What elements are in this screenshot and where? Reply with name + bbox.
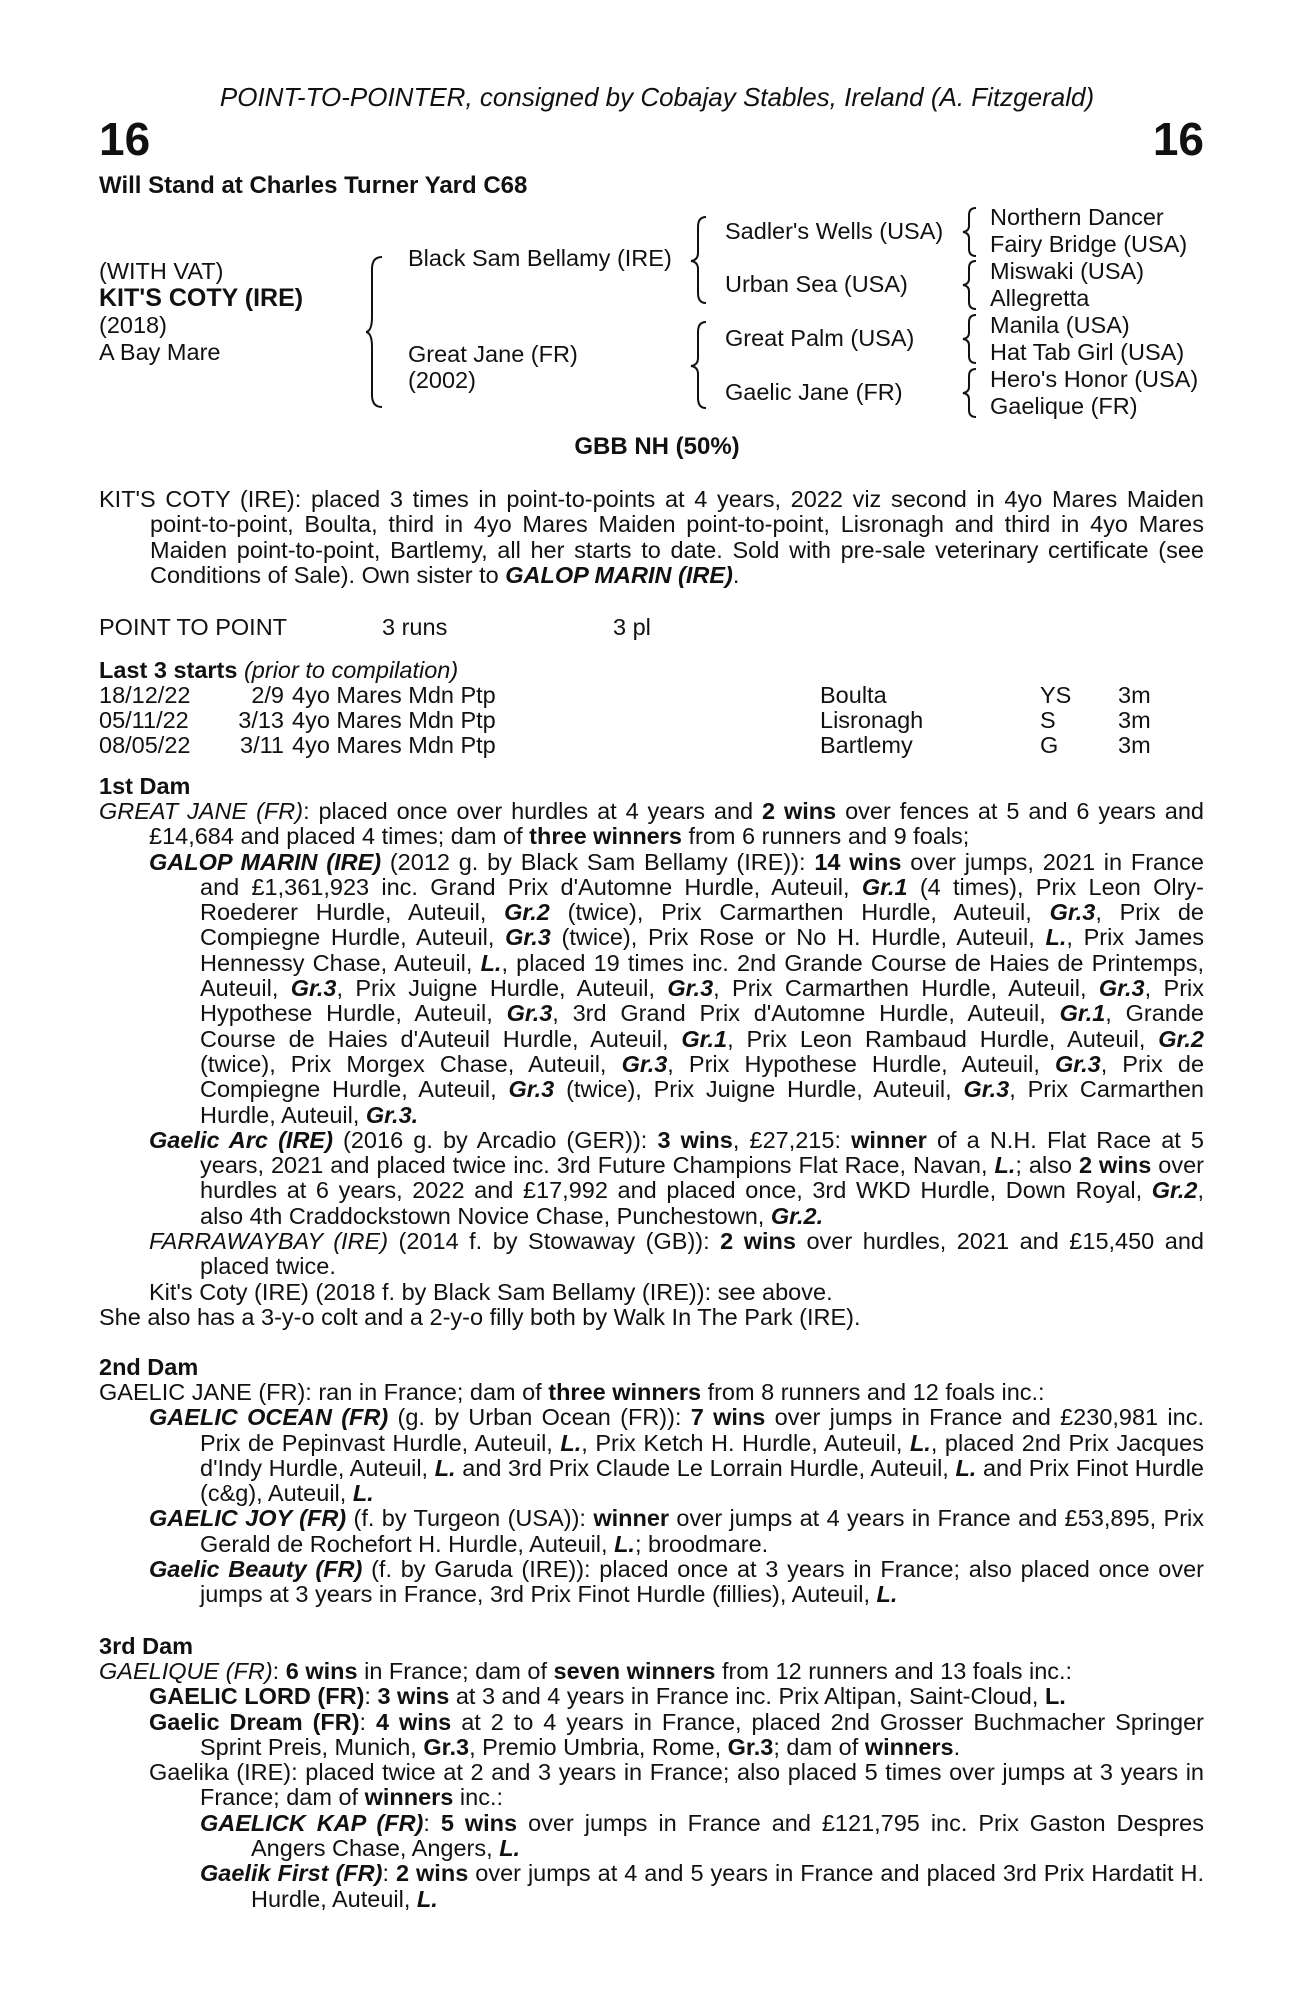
start-race: 4yo Mares Mdn Ptp — [292, 682, 496, 708]
start-date: 08/05/22 — [99, 732, 191, 758]
gaelic-dream-entry: Gaelic Dream (FR): 4 wins at 2 to 4 years in France, placed 2nd Grosser Buchmacher Springer Sprint Preis, Munich, Gr.3, Premio Umbria, Rome, Gr.3; dam of winners. — [149, 1708, 1205, 1760]
sire-sire-dam: Fairy Bridge (USA) — [990, 231, 1188, 257]
brace-sire — [690, 215, 710, 305]
farrawaybay-entry: FARRAWAYBAY (IRE) (2014 f. by Stowaway (GB)): 2 wins over hurdles, 2021 and £15,450 and placed twice. — [149, 1228, 1204, 1280]
first-dam-heading: 1st Dam — [99, 773, 191, 799]
sire-sire-sire: Northern Dancer — [990, 204, 1164, 230]
start-distance: 3m — [1118, 707, 1151, 733]
dam-dam-dam: Gaelique (FR) — [990, 393, 1138, 419]
start-position: 2/9 — [251, 682, 284, 708]
second-dam-section — [99, 1380, 1204, 1608]
start-course: Boulta — [820, 682, 887, 708]
sire-dam-sire: Miswaki (USA) — [990, 258, 1145, 284]
horse-year: (2018) — [99, 312, 167, 338]
record-runs: 3 runs — [382, 614, 448, 640]
dam-year: (2002) — [408, 367, 476, 393]
second-dam-paragraph: GAELIC JANE (FR): ran in France; dam of three winners from 8 runners and 12 foals inc.: — [99, 1379, 1045, 1405]
dam: Great Jane (FR) — [408, 341, 578, 367]
summary-sister: GALOP MARIN (IRE) — [505, 561, 733, 588]
galop-marin-entry: GALOP MARIN (IRE) (2012 g. by Black Sam Bellamy (IRE)): 14 wins over jumps, 2021 in France and £1,361,923 inc. Grand Prix d'Automne Hurdle, Auteuil, Gr.1 (4 times), Prix Leon Olry-Roederer Hurdle, Auteuil, Gr.2 (twice), Prix Carmarthen Hurdle, Auteuil, Gr.3, Prix de Compiegne Hurdle, Auteuil, Gr.3 (twice), Prix Rose or No H. Hurdle, Auteuil, L., Prix James Hennessy Chase, Auteuil, L., placed 19 times inc. 2nd Grande Course de Haies de Printemps, Auteuil, Gr.3, Prix Juigne Hurdle, Auteuil, Gr.3, Prix Carmarthen Hurdle, Auteuil, Gr.3, Prix Hypothese Hurdle, Auteuil, Gr.3, 3rd Grand Prix d'Automne Hurdle, Auteuil, Gr.1, Grande Course de Haies d'Auteuil Hurdle, Auteuil, Gr.1, Prix Leon Rambaud Hurdle, Auteuil, Gr.2 (twice), Prix Morgex Chase, Auteuil, Gr.3, Prix Hypothese Hurdle, Auteuil, Gr.3, Prix de Compiegne Hurdle, Auteuil, Gr.3 (twice), Prix Juigne Hurdle, Auteuil, Gr.3, Prix Carmarthen Hurdle, Auteuil, Gr.3. — [149, 848, 1205, 1128]
start-date: 18/12/22 — [99, 682, 191, 708]
brace-main — [366, 255, 386, 410]
first-dam-section — [99, 799, 1204, 1330]
dam-sire-dam: Hat Tab Girl (USA) — [990, 339, 1185, 365]
gaelick-kap-entry: GAELICK KAP (FR): 5 wins over jumps in France and £121,795 inc. Prix Gaston Despres Angers Chase, Angers, L. — [200, 1809, 1204, 1862]
dam-dam-sire: Hero's Honor (USA) — [990, 366, 1199, 392]
horse-name: KIT'S COTY (IRE) — [99, 284, 304, 312]
brace-ds — [962, 313, 980, 365]
third-dam-heading: 3rd Dam — [99, 1633, 194, 1659]
sire-dam-dam: Allegretta — [990, 285, 1090, 311]
start-distance: 3m — [1118, 682, 1151, 708]
dam-dam: Gaelic Jane (FR) — [725, 379, 903, 405]
gaelik-first-entry: Gaelik First (FR): 2 wins over jumps at 4 and 5 years in France and placed 3rd Prix Hardatit H. Hurdle, Auteuil, L. — [200, 1860, 1205, 1912]
record-placed: 3 pl — [613, 614, 651, 640]
start-course: Bartlemy — [820, 732, 913, 758]
produce-note: She also has a 3-y-o colt and a 2-y-o filly both by Walk In The Park (IRE). — [99, 1303, 861, 1330]
dam-sire-sire: Manila (USA) — [990, 312, 1130, 338]
sire: Black Sam Bellamy (IRE) — [408, 245, 672, 271]
gaelic-ocean-entry: GAELIC OCEAN (FR) (g. by Urban Ocean (FR)): 7 wins over jumps in France and £230,981 inc. Prix de Pepinvast Hurdle, Auteuil, L., Prix Ketch H. Hurdle, Auteuil, L., placed 2nd Prix Jacques d'Indy Hurdle, Auteuil, L. and 3rd Prix Claude Le Lorrain Hurdle, Auteuil, L. and Prix Finot Hurdle (c&g), Auteuil, L. — [149, 1404, 1204, 1507]
gaelic-beauty-entry: Gaelic Beauty (FR) (f. by Garuda (IRE)): placed once at 3 years in France; also placed once over jumps at 3 years in France, 3rd Prix Finot Hurdle (fillies), Auteuil, L. — [149, 1556, 1204, 1608]
first-dam-paragraph: GREAT JANE (FR): placed once over hurdles at 4 years and 2 wins over fences at 5 and 6 years and £14,684 and placed 4 times; dam of three winners from 6 runners and 9 foals; — [99, 798, 1204, 850]
start-going: YS — [1040, 682, 1072, 708]
brace-dd — [962, 367, 980, 419]
sire-sire: Sadler's Wells (USA) — [725, 218, 944, 244]
sire-dam: Urban Sea (USA) — [725, 271, 908, 297]
consignor-line: POINT-TO-POINTER, consigned by Cobajay Stables, Ireland (A. Fitzgerald) — [219, 82, 1095, 112]
gaelic-joy-entry: GAELIC JOY (FR) (f. by Turgeon (USA)): winner over jumps at 4 years in France and £53,895, Prix Gerald de Rochefort H. Hurdle, Auteuil, L.; broodmare. — [149, 1505, 1204, 1557]
start-going: S — [1040, 707, 1056, 733]
third-dam-paragraph: GAELIQUE (FR): 6 wins in France; dam of seven winners from 12 runners and 13 foals inc.: — [99, 1658, 1073, 1684]
start-position: 3/13 — [238, 707, 284, 733]
gaelic-arc-entry: Gaelic Arc (IRE) (2016 g. by Arcadio (GER)): 3 wins, £27,215: winner of a N.H. Flat Race at 5 years, 2021 and placed twice inc. 3rd Future Champions Flat Race, Navan, L.; also 2 wins over hurdles at 6 years, 2022 and £17,992 and placed once, 3rd WKD Hurdle, Down Royal, Gr.2, also 4th Craddockstown Novice Chase, Punchestown, Gr.2. — [149, 1126, 1204, 1229]
summary-paragraph: KIT'S COTY (IRE): placed 3 times in point-to-points at 4 years, 2022 viz second in 4yo Mares Maiden point-to-point, Boulta, third in 4yo Mares Maiden point-to-point, Lisronagh and third in 4yo Mares Maiden point-to-point, Bartlemy, all her starts to date. Sold with pre-sale veterinary certificate (see Conditions of Sale). Own sister to GALOP MARIN (IRE). — [99, 486, 1204, 588]
brace-ss — [962, 206, 980, 258]
start-course: Lisronagh — [820, 707, 924, 733]
gaelika-entry: Gaelika (IRE): placed twice at 2 and 3 years in France; also placed 5 times over jumps at 3 years in France; dam of winners inc.: — [149, 1759, 1204, 1811]
vat-note: (WITH VAT) — [99, 258, 224, 284]
start-position: 3/11 — [240, 732, 284, 758]
brace-dam — [690, 320, 710, 410]
gaelic-lord-entry: GAELIC LORD (FR): 3 wins at 3 and 4 years in France inc. Prix Altipan, Saint-Cloud, L. — [149, 1683, 1066, 1710]
dam-sire: Great Palm (USA) — [725, 325, 915, 351]
record-label: POINT TO POINT — [99, 614, 288, 640]
third-dam-section — [99, 1659, 1204, 1912]
lot-number-right: 16 — [1152, 113, 1204, 165]
second-dam-heading: 2nd Dam — [99, 1354, 199, 1380]
start-race: 4yo Mares Mdn Ptp — [292, 707, 496, 733]
start-distance: 3m — [1118, 732, 1151, 758]
summary-text: KIT'S COTY (IRE): placed 3 times in point-to-points at 4 years, 2022 viz second in 4yo Mares Maiden point-to-point, Boulta, third in 4yo Mares Maiden point-to-point, Lisronagh and third in 4yo Mares Maiden point-to-point, Bartlemy, all her starts to date. Sold with pre-sale veterinary certificate (see Conditions of Sale). Own sister to — [99, 486, 1204, 588]
horse-description: A Bay Mare — [99, 339, 221, 365]
rating-title: GBB NH (50%) — [574, 433, 740, 460]
brace-sd — [962, 259, 980, 311]
kits-coty-entry: Kit's Coty (IRE) (2018 f. by Black Sam Bellamy (IRE)): see above. — [149, 1278, 833, 1305]
start-going: G — [1040, 732, 1059, 758]
start-date: 05/11/22 — [99, 707, 189, 733]
last-starts-heading: Last 3 starts (prior to compilation) — [99, 657, 459, 683]
start-race: 4yo Mares Mdn Ptp — [292, 732, 496, 758]
stand-location: Will Stand at Charles Turner Yard C68 — [99, 172, 528, 199]
lot-number-left: 16 — [99, 113, 151, 165]
